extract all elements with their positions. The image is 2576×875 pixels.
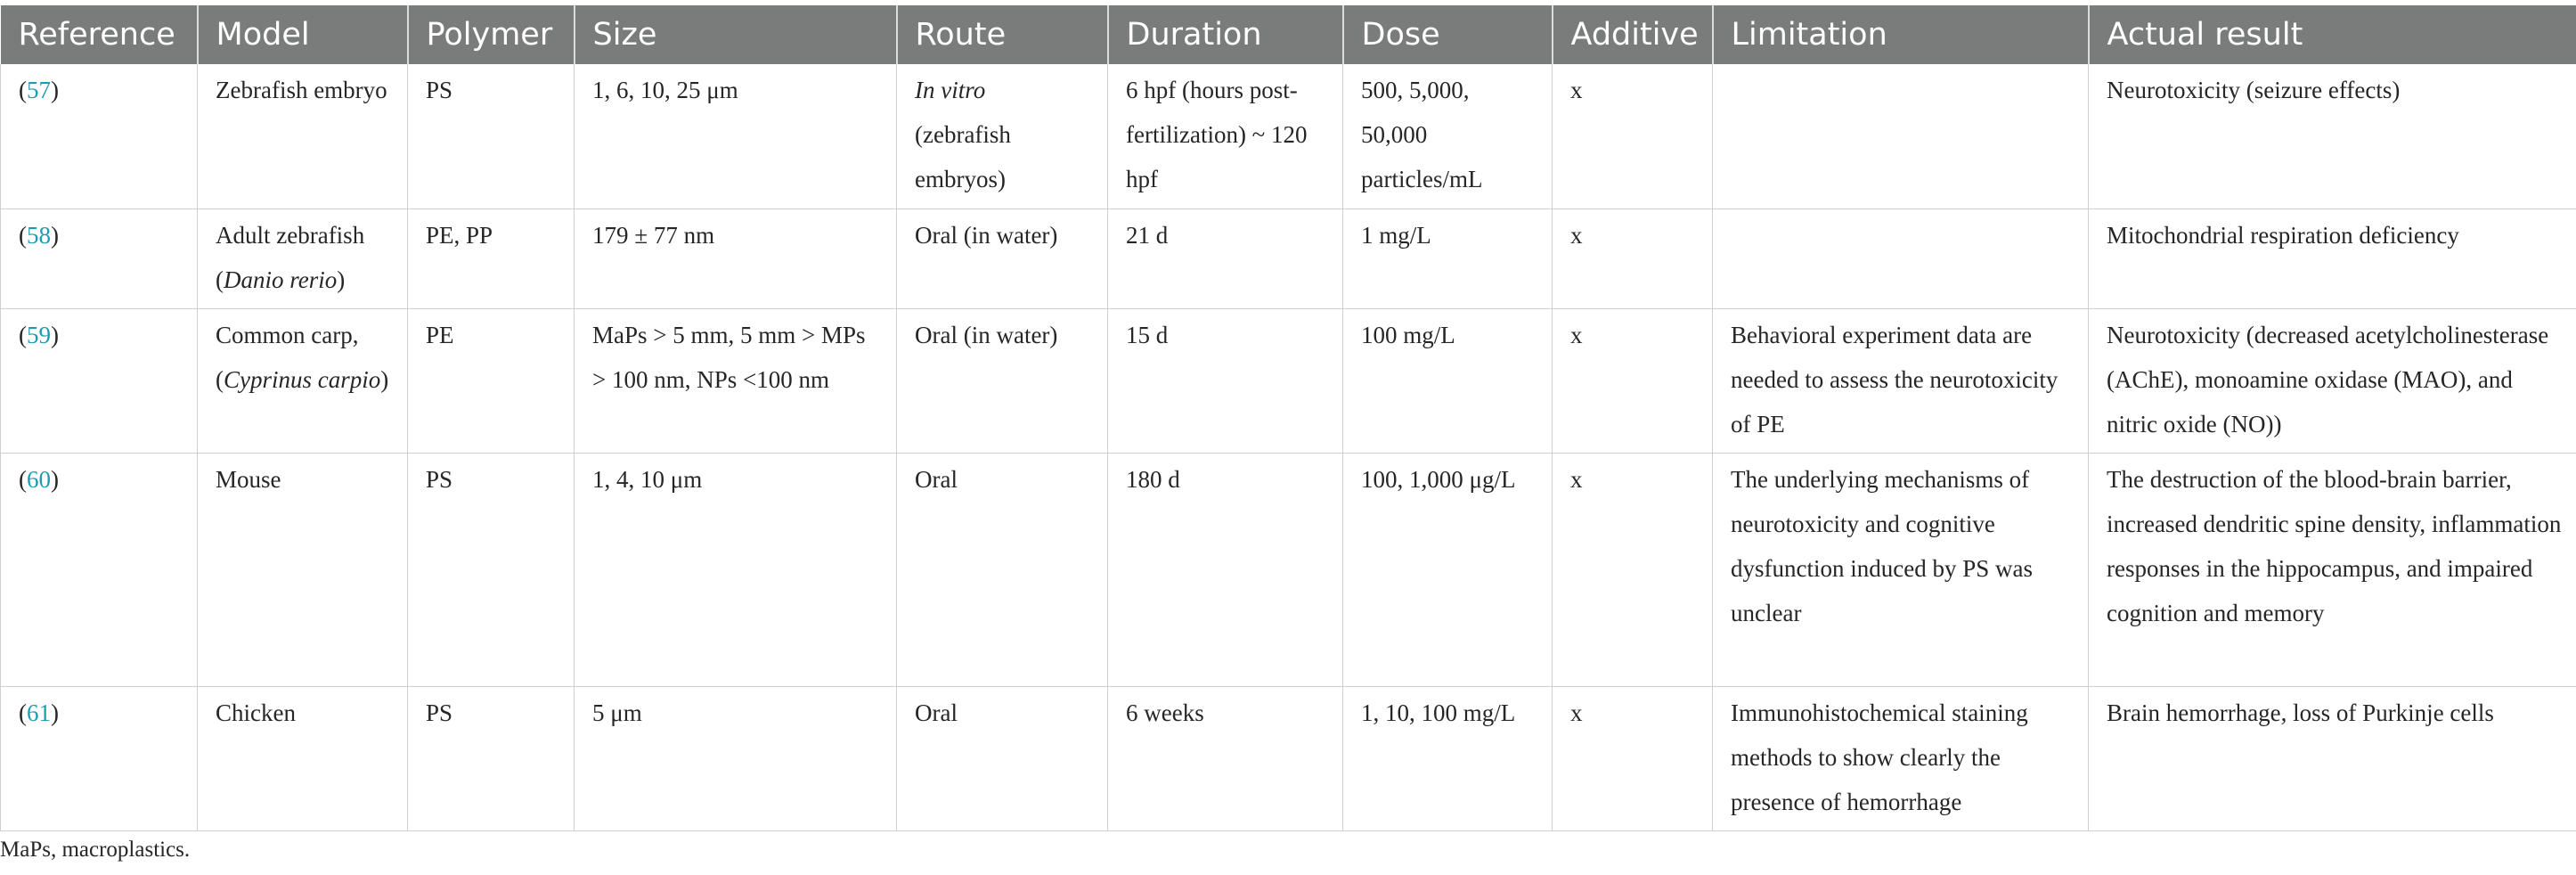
cell-polymer: PE, PP [408, 209, 575, 308]
table-footnote: MaPs, macroplastics. [0, 838, 191, 862]
data-table [0, 5, 2576, 831]
cell-model: Adult zebrafish (Danio rerio) [198, 209, 408, 308]
cell-reference: (61) [1, 686, 198, 830]
table-row [1, 686, 2576, 830]
cell-size: 1, 4, 10 μm [575, 453, 897, 686]
header-polymer: Polymer [408, 5, 575, 64]
cell-additive: x [1553, 64, 1713, 209]
header-size: Size [575, 5, 897, 64]
header-duration: Duration [1108, 5, 1343, 64]
header-actual-result: Actual result [2089, 5, 2576, 64]
table-header [1, 5, 2576, 64]
table-row [1, 308, 2576, 453]
cell-model: Zebrafish embryo [198, 64, 408, 209]
cell-model: Common carp, (Cyprinus carpio) [198, 308, 408, 453]
cell-limitation: Immunohistochemical staining methods to show clearly the presence of hemorrhage [1713, 686, 2089, 830]
reference-link[interactable]: 61 [27, 699, 51, 726]
cell-limitation: The underlying mechanisms of neurotoxicity and cognitive dysfunction induced by PS was unclear [1713, 453, 2089, 686]
cell-dose: 500, 5,000, 50,000 particles/mL [1343, 64, 1553, 209]
cell-actual-result: Neurotoxicity (decreased acetylcholinesterase (AChE), monoamine oxidase (MAO), and nitric oxide (NO)) [2089, 308, 2576, 453]
cell-dose: 1, 10, 100 mg/L [1343, 686, 1553, 830]
reference-link[interactable]: 57 [27, 77, 51, 103]
cell-limitation [1713, 64, 2089, 209]
cell-reference: (58) [1, 209, 198, 308]
cell-dose: 100 mg/L [1343, 308, 1553, 453]
cell-size: 1, 6, 10, 25 μm [575, 64, 897, 209]
cell-polymer: PS [408, 686, 575, 830]
cell-route: Oral (in water) [897, 308, 1108, 453]
cell-duration: 6 hpf (hours post-fertilization) ~ 120 hpf [1108, 64, 1343, 209]
cell-model: Chicken [198, 686, 408, 830]
cell-route: In vitro (zebrafish embryos) [897, 64, 1108, 209]
cell-polymer: PS [408, 64, 575, 209]
cell-duration: 180 d [1108, 453, 1343, 686]
cell-route: Oral [897, 686, 1108, 830]
cell-additive: x [1553, 209, 1713, 308]
cell-model: Mouse [198, 453, 408, 686]
cell-size: 179 ± 77 nm [575, 209, 897, 308]
header-limitation: Limitation [1713, 5, 2089, 64]
cell-dose: 1 mg/L [1343, 209, 1553, 308]
cell-actual-result: The destruction of the blood-brain barrier, increased dendritic spine density, inflammation responses in the hippocampus, and impaired cognition and memory [2089, 453, 2576, 686]
cell-duration: 15 d [1108, 308, 1343, 453]
reference-link[interactable]: 58 [27, 221, 51, 249]
cell-reference: (57) [1, 64, 198, 209]
route-emphasis: In vitro [915, 77, 986, 103]
header-additive: Additive [1553, 5, 1713, 64]
table-row [1, 209, 2576, 308]
cell-route: Oral [897, 453, 1108, 686]
header-dose: Dose [1343, 5, 1553, 64]
cell-duration: 6 weeks [1108, 686, 1343, 830]
cell-reference: (60) [1, 453, 198, 686]
cell-additive: x [1553, 453, 1713, 686]
cell-limitation: Behavioral experiment data are needed to assess the neurotoxicity of PE [1713, 308, 2089, 453]
cell-limitation [1713, 209, 2089, 308]
cell-additive: x [1553, 686, 1713, 830]
cell-dose: 100, 1,000 μg/L [1343, 453, 1553, 686]
cell-polymer: PE [408, 308, 575, 453]
table-row [1, 64, 2576, 209]
cell-actual-result: Mitochondrial respiration deficiency [2089, 209, 2576, 308]
cell-actual-result: Brain hemorrhage, loss of Purkinje cells [2089, 686, 2576, 830]
header-route: Route [897, 5, 1108, 64]
reference-link[interactable]: 59 [27, 321, 51, 348]
header-reference: Reference [1, 5, 198, 64]
cell-polymer: PS [408, 453, 575, 686]
cell-route: Oral (in water) [897, 209, 1108, 308]
data-table-container [0, 5, 2576, 831]
table-body [1, 64, 2576, 830]
header-row [1, 5, 2576, 64]
cell-duration: 21 d [1108, 209, 1343, 308]
header-model: Model [198, 5, 408, 64]
table-row [1, 453, 2576, 686]
reference-link[interactable]: 60 [27, 465, 51, 493]
cell-reference: (59) [1, 308, 198, 453]
cell-additive: x [1553, 308, 1713, 453]
cell-size: 5 μm [575, 686, 897, 830]
cell-actual-result: Neurotoxicity (seizure effects) [2089, 64, 2576, 209]
cell-size: MaPs > 5 mm, 5 mm > MPs > 100 nm, NPs <100 nm [575, 308, 897, 453]
